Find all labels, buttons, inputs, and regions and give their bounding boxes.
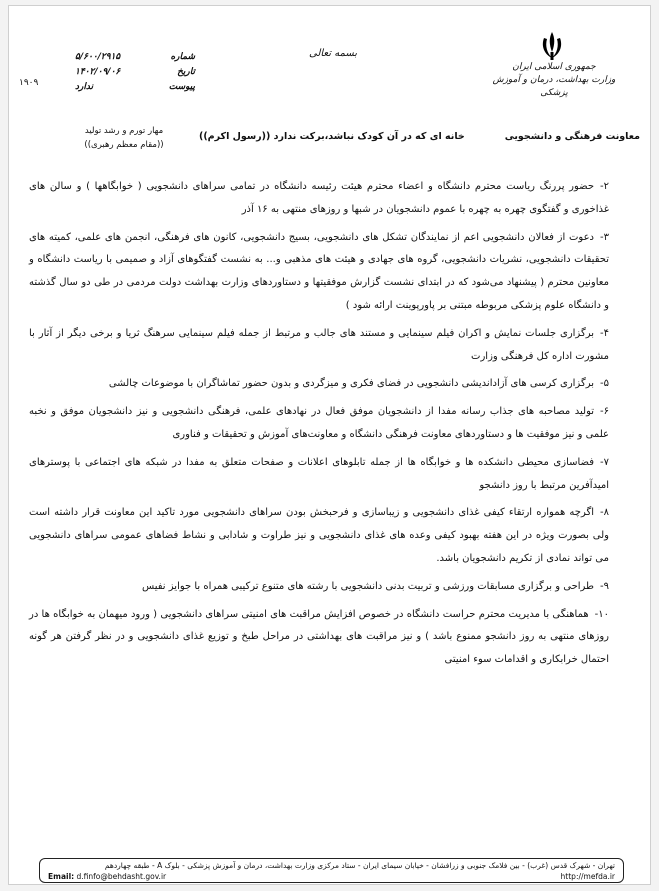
ministry-name — [479, 61, 629, 100]
item-number: ۴- — [600, 327, 609, 339]
hadith-quote: خانه ای که در آن کودک نباشد،برکت ندارد ((رسول اکرم)) — [199, 131, 465, 142]
letter-meta — [75, 50, 195, 95]
slogan-line-2: ((مقام معظم رهبری)) — [84, 140, 164, 150]
list-item — [29, 227, 609, 318]
footer-contact — [48, 872, 615, 881]
letter-body — [29, 176, 609, 677]
iran-emblem-icon — [537, 30, 567, 62]
list-item — [29, 452, 609, 498]
item-number: ۱۰- — [594, 608, 609, 620]
item-text: طراحی و برگزاری مسابقات ورزشی و تربیت بدنی دانشجویی با رشته های متنوع ترکیبی همراه با جوایز نفیس — [141, 580, 595, 592]
item-text: فضاسازی محیطی دانشکده ها و خوابگاه ها از جمله تابلوهای اعلانات و صفحات متعلق به مفدا در شبکه های اجتماعی با پوسترهای امیدآفرین مرتبط با روز دانشجو — [29, 456, 609, 491]
ministry-line-1: جمهوری اسلامی ایران — [512, 62, 596, 72]
footer-email-group — [48, 872, 166, 881]
list-item — [29, 604, 609, 672]
email-label: Email: — [48, 872, 75, 881]
item-number: ۹- — [600, 580, 609, 592]
number-value: ۵/۶۰۰/۲۹۱۵ — [75, 52, 121, 62]
letter-page — [8, 5, 651, 885]
bismillah-heading: بسمه تعالی — [309, 48, 358, 59]
item-text: حضور پررنگ ریاست محترم دانشگاه و اعضاء محترم هیئت رئیسه دانشگاه در تمامی سراهای دانشجویی ( خوابگاهها ) و سالن های غذاخوری و گفتگوی چهره به چهره با عموم دانشجویان در شبها و روزهای منتهی به ۱۶ آذر — [29, 181, 609, 215]
letter-footer — [39, 858, 624, 883]
item-text: برگزاری کرسی های آزاداندیشی دانشجویی در فضای فکری و میزگردی و بدون حضور تماشاگران با موضوعات چالشی — [108, 378, 595, 390]
item-number: ۷- — [600, 456, 609, 468]
item-number: ۶- — [600, 406, 609, 418]
item-text: تولید مصاحبه های جذاب رسانه مفدا از دانشجویان موفق فعال در نهادهای علمی، فرهنگی دانشجویی و نیز دانشجویان موفق و نخبه علمی و نیز موفقیت ها و دستاوردهای معاونت فرهنگی دانشگاه و معاونت‌های آموزش و تحقیقات و فناوری — [29, 406, 609, 440]
list-item — [29, 401, 609, 447]
deputy-title: معاونت فرهنگی و دانشجویی — [504, 131, 640, 142]
footer-email[interactable]: d.finfo@behdasht.gov.ir — [76, 872, 167, 881]
meta-attachment-row — [75, 80, 195, 95]
attachment-value: ندارد — [75, 82, 94, 92]
meta-date-row — [75, 65, 195, 80]
item-text: دعوت از فعالان دانشجویی اعم از نمایندگان تشکل های دانشجویی، بسیج دانشجویی، کانون های فرهنگی، انجمن های علمی، کمیته های تحقیقات دانشجویی، نشریات دانشجویی، گروه های جهادی و هیئت های مذهبی و... به نشست گفتگوهای آزاد و صمیمی با ریاست دانشگاه و معاونین محترم ( پیشنهاد می‌شود که در ابتدای نشست گزارش موفقیتها و دستاوردهای وزارت بهداشت دولت مردمی در طی دو سال گذشته و دانشگاه علوم پزشکی مربوطه مبتنی بر پاورپوینت ارائه شود ) — [29, 231, 609, 311]
item-text: اگرچه همواره ارتقاء کیفی غذای دانشجویی و زیباسازی و فرحبخش بودن سراهای دانشجویی مورد تاکید این معاونت قرار داشته است ولی بصورت ویژه در این هفته بهبود کیفی وعده های غذای دانشجویی و نیز طراوت و شادابی و نشاط فضاهای عمومی سراهای دانشجویی می تواند نمادی از تکریم دانشجویان باشد. — [29, 507, 609, 564]
number-label: شماره — [170, 52, 195, 62]
side-number: ۱۹۰۹ — [19, 78, 39, 88]
footer-address: تهران - شهرک قدس (غرب) - بین فلامک جنوبی و زرافشان - خیابان سیمای ایران - ستاد مرکزی وزارت بهداشت، درمان و آموزش پزشکی - بلوک A - طبقه چهاردهم — [104, 861, 615, 870]
footer-website[interactable]: http://mefda.ir — [560, 872, 615, 881]
item-number: ۲- — [600, 181, 609, 192]
list-item — [29, 502, 609, 570]
list-item — [29, 373, 609, 396]
meta-number-row — [75, 50, 195, 65]
date-label: تاریخ — [177, 67, 195, 77]
item-number: ۳- — [600, 231, 609, 243]
item-number: ۵- — [600, 378, 609, 390]
item-number: ۸- — [600, 507, 609, 519]
list-item — [29, 576, 609, 599]
ministry-line-2: وزارت بهداشت، درمان و آموزش پزشکی — [492, 75, 616, 98]
date-value: ۱۴۰۲/۰۹/۰۶ — [75, 67, 121, 77]
item-text: هماهنگی با مدیریت محترم حراست دانشگاه در خصوص افزایش مراقبت های امنیتی سراهای دانشجویی ( ورود میهمان به خوابگاه ها در روزهای منتهی به روز دانشجو ممنوع باشد ) و نیز مراقبت های بهداشتی در مراحل طبخ و توزیع غذای دانشجویی و در نظر گرفتن هر گونه احتمال خرابکاری و اقدامات سوء امنیتی — [29, 608, 609, 666]
list-item — [29, 323, 609, 369]
attachment-label: پیوست — [168, 82, 195, 92]
slogan-line-1: مهار تورم و رشد تولید — [84, 126, 164, 136]
year-slogan — [59, 124, 189, 152]
list-item — [29, 176, 609, 222]
item-text: برگزاری جلسات نمایش و اکران فیلم سینمایی و مستند های جالب و مرتبط از جمله فیلم سینمایی سرهنگ ثریا و برخی دیگر از آثار با مشورت اداره کل فرهنگی وزارت — [29, 327, 609, 362]
